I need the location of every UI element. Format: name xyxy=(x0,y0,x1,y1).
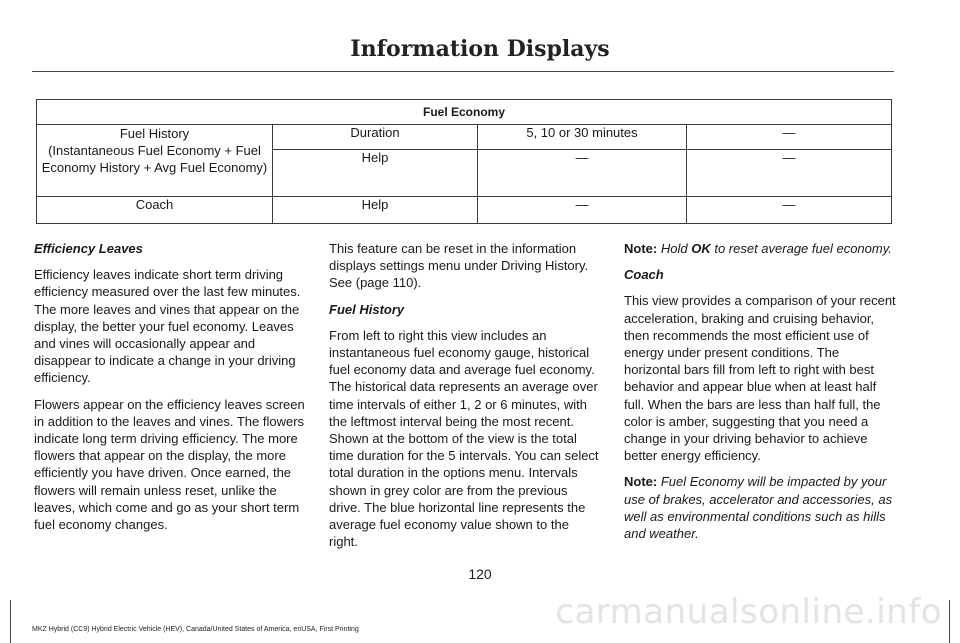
note-reset xyxy=(624,240,896,257)
table-cell: — xyxy=(478,150,687,197)
header-divider xyxy=(32,71,894,72)
watermark: carmanualsonline.info xyxy=(555,592,942,632)
note-text: Fuel Economy will be impacted by your use of brakes, accelerator and accessories, as well as environmental conditions such as hills and weather. xyxy=(624,474,893,542)
page-number: 120 xyxy=(468,566,492,582)
text-column-middle xyxy=(329,240,601,559)
note-fuel-economy xyxy=(624,473,896,542)
crop-mark xyxy=(10,600,11,643)
text-column-right xyxy=(624,240,896,551)
section-heading-coach: Coach xyxy=(624,267,664,283)
footer-text: MKZ Hybrid (CC9) Hybrid Electric Vehicle (HEV), Canada/United States of America, enUSA, First Printing xyxy=(32,626,359,633)
note-label: Note: xyxy=(624,241,658,256)
paragraph: From left to right this view includes an instantaneous fuel economy gauge, historical fuel economy data and average fuel economy. The historical data represents an average over time intervals of either 1, 2 or 6 minutes, with the leftmost interval being the most recent. Shown at the bottom of the view is the total time duration for the 5 intervals. You can select total duration in the options menu. Intervals shown in grey color are from the previous drive. The blue horizontal line represents the average fuel economy value shown to the right. xyxy=(329,327,599,550)
table-cell: — xyxy=(478,197,687,224)
table-cell-coach: Coach xyxy=(37,197,273,224)
table-cell: Help xyxy=(273,197,478,224)
table-cell: — xyxy=(687,197,892,224)
table-cell: — xyxy=(687,125,892,150)
table-cell: Duration xyxy=(273,125,478,150)
note-label: Note: xyxy=(624,474,658,490)
table-row xyxy=(37,197,892,224)
section-heading-efficiency-leaves: Efficiency Leaves xyxy=(34,241,143,256)
text-column-left xyxy=(34,240,306,542)
table-title: Fuel Economy xyxy=(37,100,892,125)
paragraph: Flowers appear on the efficiency leaves screen in addition to the leaves and vines. The flowers indicate long term driving efficiency. The more flowers that appear on the display, the more efficiently you have driven. Once earned, the flowers will remain unless reset, unlike the leaves, which come and go as your short term fuel economy changes. xyxy=(34,396,305,533)
table-cell-fuel-history: Fuel History (Instantaneous Fuel Economy + Fuel Economy History + Avg Fuel Economy) xyxy=(37,125,273,197)
paragraph: This view provides a comparison of your recent acceleration, braking and cruising behavior, then recommends the most efficient use of energy under present conditions. The horizontal bars fill from left to right with best behavior and appear blue when at least half full. When the bars are less than half full, the color is amber, suggesting that you need a change in your driving behavior to achieve better energy efficiency. xyxy=(624,293,896,464)
table-row xyxy=(37,125,892,150)
section-heading-fuel-history: Fuel History xyxy=(329,301,405,317)
table-cell: — xyxy=(687,150,892,197)
paragraph: Efficiency leaves indicate short term driving efficiency measured over the last few minutes. The more leaves and vines that appear on the display, the better your fuel economy. Leaves and vines will occasionally appear and disappear to indicate a change in your driving efficiency. xyxy=(34,267,301,386)
crop-mark xyxy=(949,600,950,643)
page-title: Information Displays xyxy=(350,36,610,62)
paragraph: This feature can be reset in the information displays settings menu under Driving History. See (page 110). xyxy=(329,241,589,291)
note-text: to reset average fuel economy. xyxy=(714,241,892,256)
table-cell: Help xyxy=(273,150,478,197)
ok-key-label: OK xyxy=(691,241,711,256)
table-cell: 5, 10 or 30 minutes xyxy=(478,125,687,150)
note-text: Hold xyxy=(660,241,688,256)
fuel-economy-table xyxy=(36,99,892,224)
